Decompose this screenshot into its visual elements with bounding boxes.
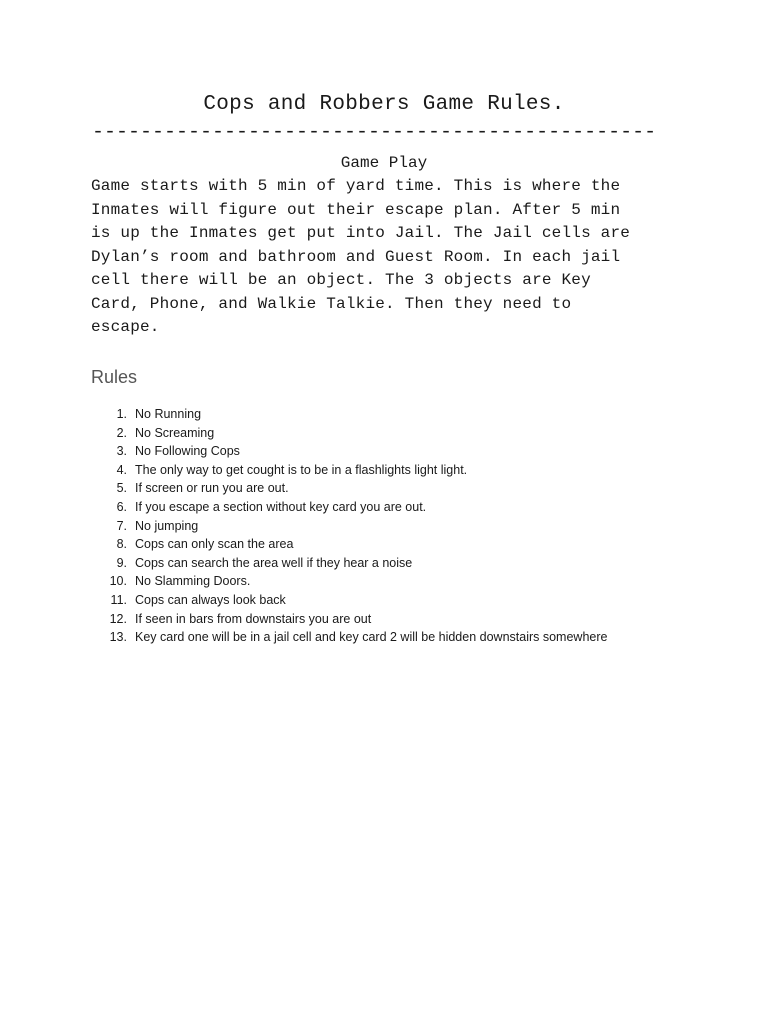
rule-item (91, 424, 711, 443)
rule-item (91, 554, 711, 573)
rule-text: If you escape a section without key card you are out. (135, 499, 427, 514)
rule-item (91, 442, 711, 461)
rule-text: No Following Cops (135, 444, 240, 459)
rule-number: 12. (109, 611, 127, 626)
rule-item (91, 517, 711, 536)
rule-number: 5. (116, 481, 127, 496)
rule-text: No Screaming (135, 425, 215, 440)
rules-heading: Rules (91, 367, 138, 387)
rule-item (91, 572, 711, 591)
rule-text: The only way to get cought is to be in a flashlights light light. (135, 462, 468, 477)
rule-number: 4. (116, 462, 127, 477)
rule-text: Cops can always look back (135, 592, 286, 607)
rule-number: 13. (109, 630, 127, 645)
rules-list (91, 405, 711, 647)
rule-number: 2. (116, 425, 127, 440)
rule-item (91, 498, 711, 517)
rule-text: If screen or run you are out. (135, 481, 289, 496)
title-divider: ----------------------------------------------- (92, 121, 657, 144)
rule-number: 6. (116, 499, 127, 514)
rule-item (91, 461, 711, 480)
rule-text: Key card one will be in a jail cell and key card 2 will be hidden downstairs somewhere (135, 630, 608, 645)
rule-text: No jumping (135, 518, 199, 533)
rule-item (91, 405, 711, 424)
rule-text: No Running (135, 407, 202, 421)
rule-text: No Slamming Doors. (135, 574, 251, 589)
rule-item (91, 591, 711, 610)
rule-number: 7. (116, 518, 127, 533)
rule-number: 10. (109, 574, 127, 589)
rule-number: 11. (110, 592, 127, 607)
game-play-paragraph: Game starts with 5 min of yard time. This is where the Inmates will figure out their escape plan. After 5 min is up the Inmates get put into Jail. The Jail cells are Dylan’s room and bathroom and Guest Room. In each jail cell there will be an object. The 3 objects are Key Card, Phone, and Walkie Talkie. Then they need to escape. (91, 177, 631, 336)
rule-text: If seen in bars from downstairs you are out (135, 611, 372, 626)
rule-item (91, 535, 711, 554)
rule-text: Cops can search the area well if they hear a noise (135, 555, 413, 570)
rule-item (91, 628, 711, 647)
game-play-heading: Game Play (340, 154, 428, 172)
rule-number: 3. (116, 444, 127, 459)
rule-item (91, 610, 711, 629)
rule-item (91, 479, 711, 498)
rule-text: Cops can only scan the area (135, 537, 294, 552)
document-title: Cops and Robbers Game Rules. (203, 93, 565, 116)
rule-number: 8. (116, 537, 127, 552)
rule-number: 1. (116, 407, 127, 421)
rule-number: 9. (116, 555, 127, 570)
